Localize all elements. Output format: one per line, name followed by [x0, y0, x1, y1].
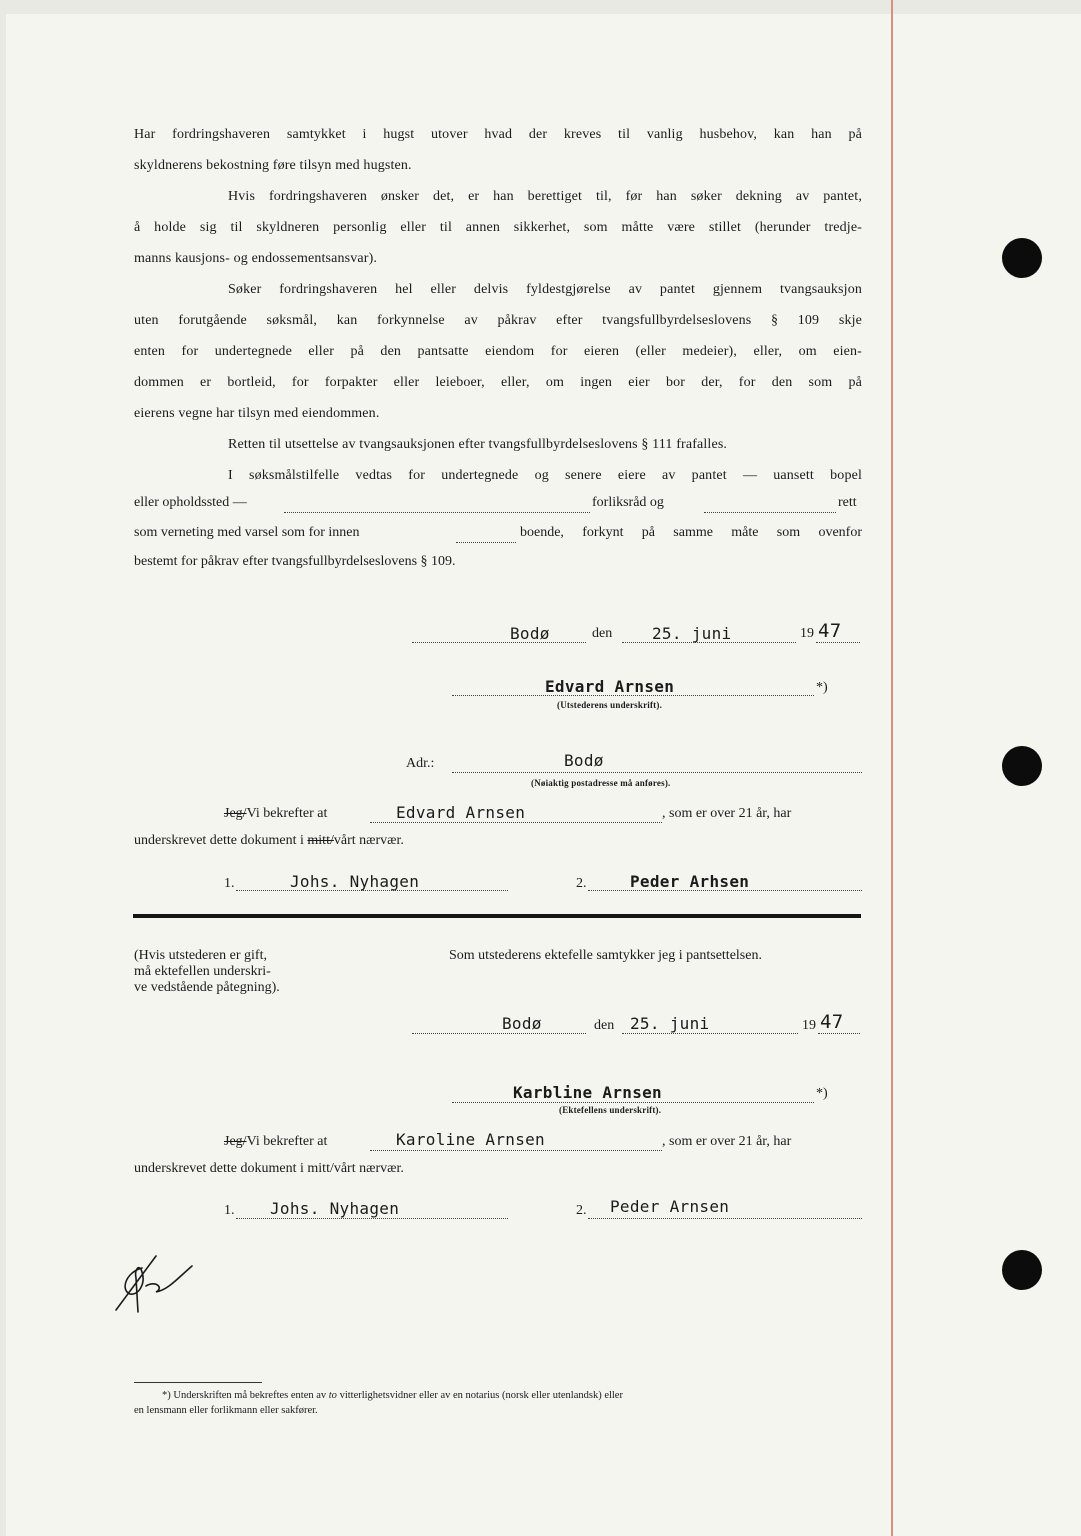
footnote-line: en lensmann eller forlikmann eller sakfører. — [134, 1405, 318, 1416]
witness-1-signature: Johs. Nyhagen — [270, 1199, 400, 1218]
confirm-text: Vi bekrefter at — [246, 806, 328, 821]
text-line: Retten til utsettelse av tvangsauksjonen efter tvangsfullbyrdelseslovens § 111 frafalles. — [228, 437, 728, 452]
footnote-mark: *) — [816, 680, 828, 695]
footnote-text: *) Underskriften må bekreftes enten av — [162, 1390, 327, 1401]
footnote — [134, 1388, 862, 1418]
text-line: å holde sig til skyldneren personlig eller til annen sikkerhet, som måtte være stillet (herunder tredje- — [134, 220, 862, 235]
notice-suffix: boende, forkynt på samme måte som ovenfor — [520, 525, 862, 540]
notice-prefix: som verneting med varsel som for innen — [134, 525, 360, 540]
notice-blank — [456, 542, 516, 543]
venue-prefix: eller opholdssted — — [134, 495, 247, 510]
spouse-note-line: ve vedstående påtegning). — [134, 980, 280, 995]
date-blank — [622, 1033, 798, 1034]
text-line: dommen er bortleid, for forpakter eller leieboer, eller, om ingen eier bor der, for den som på — [134, 375, 862, 390]
confirm-name-blank — [370, 1150, 662, 1151]
signature-caption: (Utstederens underskrift). — [557, 700, 663, 710]
body-text — [134, 119, 862, 491]
witness-blank — [588, 1218, 862, 1219]
witness-number: 2. — [576, 876, 587, 891]
confirm-line2-end: vårt nærvær. — [333, 833, 404, 848]
footnote-rule — [134, 1382, 262, 1383]
place-blank — [412, 642, 586, 643]
witness-number: 1. — [224, 876, 235, 891]
confirm-text: Vi bekrefter at — [246, 1134, 328, 1149]
address-caption: (Nøiaktig postadresse må anføres). — [531, 778, 671, 788]
confirm-name-blank — [370, 822, 662, 823]
footnote-line — [134, 1388, 862, 1403]
spouse-signature: Karbline Arnsen — [513, 1083, 662, 1102]
struck-text: Jeg/ — [224, 1134, 247, 1149]
text-line: I søksmålstilfelle vedtas for undertegnede og senere eiere av pantet — uansett bopel — [228, 468, 862, 483]
year-prefix: 19 — [800, 626, 814, 641]
witness-2-signature: Peder Arnsen — [610, 1197, 730, 1216]
witness-blank — [236, 1218, 508, 1219]
confirm-name: Edvard Arnsen — [396, 803, 526, 822]
court-blank — [704, 512, 836, 513]
text-line: skyldnerens bekostning føre tilsyn med hugsten. — [134, 158, 412, 173]
confirm-line2-text: underskrevet dette dokument i — [134, 833, 304, 848]
place-blank — [412, 1033, 586, 1034]
struck-text: Jeg/ — [224, 806, 247, 821]
year-blank — [816, 642, 860, 643]
signature-caption: (Ektefellens underskrift). — [559, 1105, 662, 1115]
address-label: Adr.: — [406, 756, 435, 771]
witness-number: 1. — [224, 1203, 235, 1218]
section-divider — [133, 914, 861, 918]
footnote-text: vitterlighetsvidner eller av en notarius (norsk eller utenlandsk) eller — [339, 1390, 623, 1401]
date-den-label: den — [592, 626, 613, 641]
initials-mark — [112, 1254, 202, 1314]
witness-1-signature: Johs. Nyhagen — [290, 872, 420, 891]
text-line: manns kausjons- og endossementsansvar). — [134, 251, 378, 266]
confirm-line2: underskrevet dette dokument i mitt/vårt nærvær. — [134, 1161, 404, 1176]
spouse-note — [134, 948, 280, 996]
text-line: enten for undertegnede eller på den pantsatte eiendom for eieren (eller medeier), eller, om eien- — [134, 344, 862, 359]
signature-blank — [452, 1102, 814, 1103]
venue-mid: forliksråd og — [592, 495, 664, 510]
issuer-signature: Edvard Arnsen — [545, 677, 675, 696]
address-blank — [452, 772, 862, 773]
confirm-prefix — [224, 1134, 327, 1150]
spouse-note-line: (Hvis utstederen er gift, — [134, 948, 267, 963]
confirm-suffix: , som er over 21 år, har — [662, 1134, 792, 1149]
confirm-suffix: , som er over 21 år, har — [662, 806, 792, 821]
text-line: uten forutgående søksmål, kan forkynnelse av påkrav efter tvangsfullbyrdelseslovens § 109 skje — [134, 313, 862, 328]
closing-line: bestemt for påkrav efter tvangsfullbyrdelseslovens § 109. — [134, 554, 456, 569]
venue-blank — [284, 512, 590, 513]
year-blank — [818, 1033, 860, 1034]
date-den-label: den — [594, 1018, 615, 1033]
text-line: eierens vegne har tilsyn med eiendommen. — [134, 406, 380, 421]
punch-hole — [1002, 238, 1042, 278]
venue-suffix: rett — [838, 495, 857, 510]
footnote-italic: to — [328, 1390, 337, 1401]
confirm-line2 — [134, 833, 404, 849]
witness-number: 2. — [576, 1203, 587, 1218]
spouse-date: 25. juni — [630, 1014, 710, 1033]
text-line: Søker fordringshaveren hel eller delvis fyldestgjørelse av pantet gjennem tvangsauksjon — [228, 282, 862, 297]
witness-2-signature: Peder Arhsen — [630, 872, 750, 891]
issuer-address: Bodø — [564, 751, 604, 770]
confirm-name: Karoline Arnsen — [396, 1130, 545, 1149]
text-line: Hvis fordringshaveren ønsker det, er han berettiget til, før han søker dekning av pantet, — [228, 189, 862, 204]
struck-text: mitt/ — [307, 833, 334, 848]
spouse-note-line: må ektefellen underskri- — [134, 964, 271, 979]
punch-hole — [1002, 746, 1042, 786]
margin-rule — [891, 0, 893, 1536]
issuer-year: 47 — [818, 620, 842, 642]
year-prefix: 19 — [802, 1018, 816, 1033]
confirm-prefix — [224, 806, 327, 822]
footnote-mark: *) — [816, 1086, 828, 1101]
text-line: Har fordringshaveren samtykket i hugst utover hvad der kreves til vanlig husbehov, kan han på — [134, 127, 862, 142]
spouse-place: Bodø — [502, 1014, 542, 1033]
spouse-year: 47 — [820, 1011, 844, 1033]
punch-hole — [1002, 1250, 1042, 1290]
spouse-consent: Som utstederens ektefelle samtykker jeg i pantsettelsen. — [449, 948, 762, 963]
issuer-date: 25. juni — [652, 624, 732, 643]
issuer-place: Bodø — [510, 624, 550, 643]
